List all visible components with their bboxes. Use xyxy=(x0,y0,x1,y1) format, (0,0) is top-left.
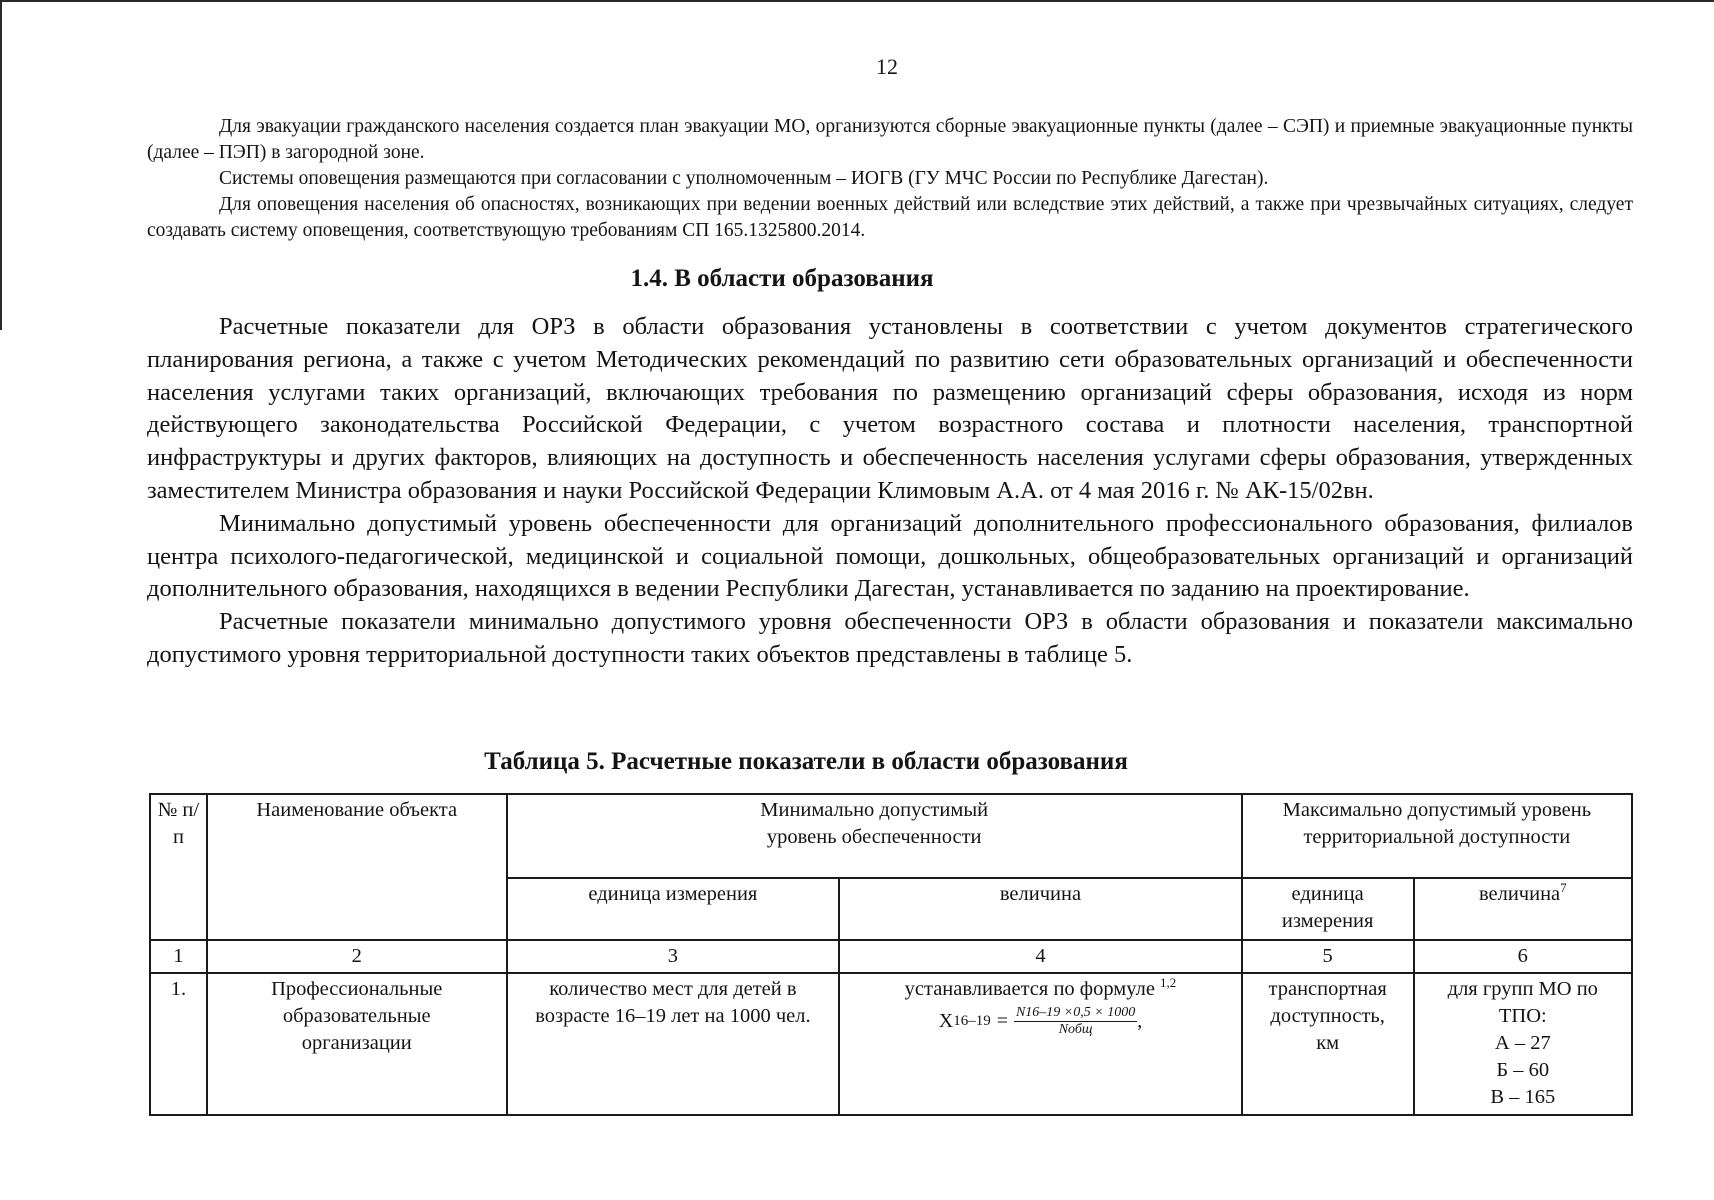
row-value xyxy=(839,973,1242,1115)
table-title: Таблица 5. Расчетные показатели в области образования xyxy=(484,748,1128,775)
header-unit-2: единица измерения xyxy=(1242,878,1414,940)
row-value-2-line: В – 165 xyxy=(1490,1086,1556,1108)
row-value-text: устанавливается по формуле xyxy=(904,978,1155,1000)
formula-comma: , xyxy=(1137,1010,1143,1032)
scan-top-edge-line xyxy=(0,0,1714,2)
header-value-2: величина xyxy=(1478,883,1561,905)
section-paragraph-1: Расчетные показатели для ОРЗ в области образования установлены в соответствии с учетом документов стратегического планирования региона, а также с учетом Методических рекомендаций по развитию сети образовательных организаций и обеспеченности населения услугами таких организаций, включающих требования по размещению организаций сферы образования, исходя из норм действующего законодательства Российской Федерации, с учетом возрастного состава и плотности населения, транспортной инфраструктуры и других факторов, влияющих на доступность и обеспеченность населения услугами сферы образования, утвержденных заместителем Министра образования и науки Российской Федерации Климовым А.А. от 4 мая 2016 г. № АК-15/02вн. xyxy=(147,313,1633,504)
section-paragraph-3: Расчетные показатели минимально допустимого уровня обеспеченности ОРЗ в области образования и показатели максимально допустимого уровня территориальной доступности таких объектов представлены в таблице 5. xyxy=(147,608,1633,668)
col-number: 2 xyxy=(207,940,507,973)
formula-numerator: N16–19 ×0,5 × 1000 xyxy=(1015,1005,1136,1020)
page-number: 12 xyxy=(876,54,898,79)
header-value-2-cell xyxy=(1414,878,1632,940)
row-unit-2: транспортная доступность, км xyxy=(1242,973,1414,1115)
table-row xyxy=(150,973,1632,1115)
header-max-level: Максимально допустимый уровень территориальной доступности xyxy=(1242,794,1632,878)
row-value-footnote: 1,2 xyxy=(1160,975,1177,991)
table-header-row xyxy=(150,794,1632,878)
col-number: 5 xyxy=(1242,940,1414,973)
row-value-2-line: А – 27 xyxy=(1494,1032,1551,1054)
header-value: величина xyxy=(839,878,1242,940)
row-num: 1. xyxy=(150,973,207,1115)
col-number: 1 xyxy=(150,940,207,973)
header-name: Наименование объекта xyxy=(207,794,507,940)
row-value-text-line xyxy=(846,976,1235,1003)
formula-equals: = xyxy=(996,1010,1008,1032)
row-value-2-line: Б – 60 xyxy=(1496,1059,1550,1081)
intro-paragraph-3: Для оповещения населения об опасностях, возникающих при ведении военных действий или вследствие этих действий, а также при чрезвычайных ситуациях, следует создавать систему оповещения, соответствующую требованиям СП 165.1325800.2014. xyxy=(147,194,1633,241)
col-number: 4 xyxy=(839,940,1242,973)
intro-text xyxy=(147,114,1633,244)
section-paragraph-2: Минимально допустимый уровень обеспеченности для организаций дополнительного профессионального образования, филиалов центра психолого-педагогической, медицинской и социальной помощи, дошкольных, общеобразовательных организаций и организаций дополнительного образования, находящихся в ведении Республики Дагестан, устанавливается по заданию на проектирование. xyxy=(147,509,1633,603)
section-text xyxy=(147,311,1633,672)
column-number-row xyxy=(150,940,1632,973)
formula-lhs: X xyxy=(938,1010,954,1032)
row-value-2-line: для групп МО по ТПО: xyxy=(1447,978,1598,1027)
header-unit: единица измерения xyxy=(507,878,840,940)
formula-denominator: Nобщ xyxy=(1058,1022,1093,1037)
col-number: 6 xyxy=(1414,940,1632,973)
header-min-level: Минимально допустимый уровень обеспеченности xyxy=(507,794,1242,878)
formula xyxy=(939,1005,1142,1038)
row-name: Профессиональные образовательные организации xyxy=(207,973,507,1115)
row-unit: количество мест для детей в возрасте 16–19 лет на 1000 чел. xyxy=(507,973,840,1115)
formula-fraction xyxy=(1014,1005,1137,1038)
intro-paragraph-2: Системы оповещения размещаются при согласовании с уполномоченным – ИОГВ (ГУ МЧС России по Республике Дагестан). xyxy=(219,168,1269,189)
col-number: 3 xyxy=(507,940,840,973)
formula-lhs-subscript: 16–19 xyxy=(953,1013,991,1029)
education-indicators-table xyxy=(149,793,1633,1116)
section-heading: 1.4. В области образования xyxy=(630,265,934,292)
header-value-2-footnote: 7 xyxy=(1560,880,1567,896)
intro-paragraph-1: Для эвакуации гражданского населения создается план эвакуации МО, организуются сборные эвакуационные пункты (далее – СЭП) и приемные эвакуационные пункты (далее – ПЭП) в загородной зоне. xyxy=(147,116,1633,163)
row-value-2 xyxy=(1414,973,1632,1115)
header-num: № п/п xyxy=(150,794,207,940)
